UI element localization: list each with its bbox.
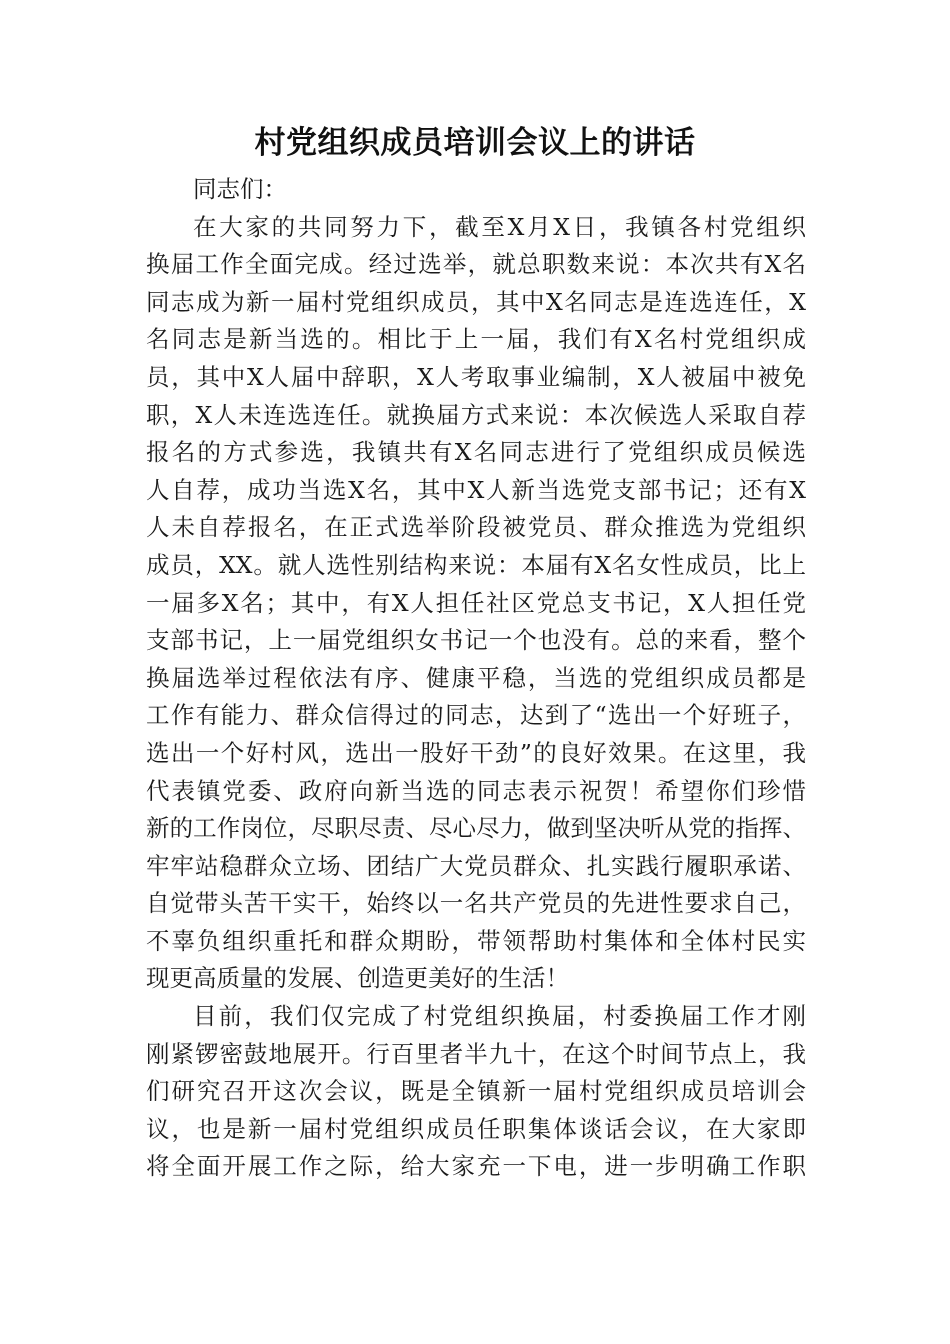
salutation: 同志们： <box>193 175 287 203</box>
body-line: 报名的方式参选，我镇共有X名同志进行了党组织成员候选 <box>146 438 806 467</box>
body-line: 新的工作岗位，尽职尽责、尽心尽力，做到坚决听从党的指挥、 <box>146 814 806 843</box>
body-line: 目前，我们仅完成了村党组织换届，村委换届工作才刚 <box>193 1002 806 1031</box>
body-line: 们研究召开这次会议，既是全镇新一届村党组织成员培训会 <box>146 1077 806 1106</box>
document-title: 村党组织成员培训会议上的讲话 <box>254 125 696 161</box>
body-line: 议，也是新一届村党组织成员任职集体谈话会议，在大家即 <box>146 1114 806 1143</box>
body-line: 不辜负组织重托和群众期盼，带领帮助村集体和全体村民实 <box>146 926 806 955</box>
body-line: 同志成为新一届村党组织成员，其中X名同志是连选连任，X <box>146 287 806 316</box>
body-line: 名同志是新当选的。相比于上一届，我们有X名村党组织成 <box>146 325 806 354</box>
body-line: 员，其中X人届中辞职，X人考取事业编制，X人被届中被免 <box>146 362 806 391</box>
document-body <box>146 171 806 1186</box>
body-line: 成员，XX。就人选性别结构来说：本届有X名女性成员，比上 <box>146 550 806 579</box>
body-line: 代表镇党委、政府向新当选的同志表示祝贺！希望你们珍惜 <box>146 776 806 805</box>
body-line: 换届选举过程依法有序、健康平稳，当选的党组织成员都是 <box>146 663 806 692</box>
body-line: 自觉带头苦干实干，始终以一名共产党员的先进性要求自己， <box>146 889 806 918</box>
body-line: 人未自荐报名，在正式选举阶段被党员、群众推选为党组织 <box>146 513 806 542</box>
body-line: 现更高质量的发展、创造更美好的生活！ <box>146 964 569 993</box>
body-line: 将全面开展工作之际，给大家充一下电，进一步明确工作职 <box>146 1152 806 1181</box>
body-line: 牢牢站稳群众立场、团结广大党员群众、扎实践行履职承诺、 <box>146 851 806 880</box>
body-line: 换届工作全面完成。经过选举，就总职数来说：本次共有X名 <box>146 250 806 279</box>
body-line: 一届多X名；其中，有X人担任社区党总支书记，X人担任党 <box>146 588 806 617</box>
body-line: 选出一个好村风，选出一股好干劲”的良好效果。在这里，我 <box>146 738 806 767</box>
body-line: 职，X人未连选连任。就换届方式来说：本次候选人采取自荐 <box>146 400 806 429</box>
body-line: 在大家的共同努力下，截至X月X日，我镇各村党组织 <box>193 212 806 241</box>
body-line: 刚紧锣密鼓地展开。行百里者半九十，在这个时间节点上，我 <box>146 1039 806 1068</box>
body-line: 工作有能力、群众信得过的同志，达到了“选出一个好班子， <box>146 701 806 730</box>
body-line: 人自荐，成功当选X名，其中X人新当选党支部书记；还有X <box>146 475 806 504</box>
body-line: 支部书记，上一届党组织女书记一个也没有。总的来看，整个 <box>146 626 806 655</box>
